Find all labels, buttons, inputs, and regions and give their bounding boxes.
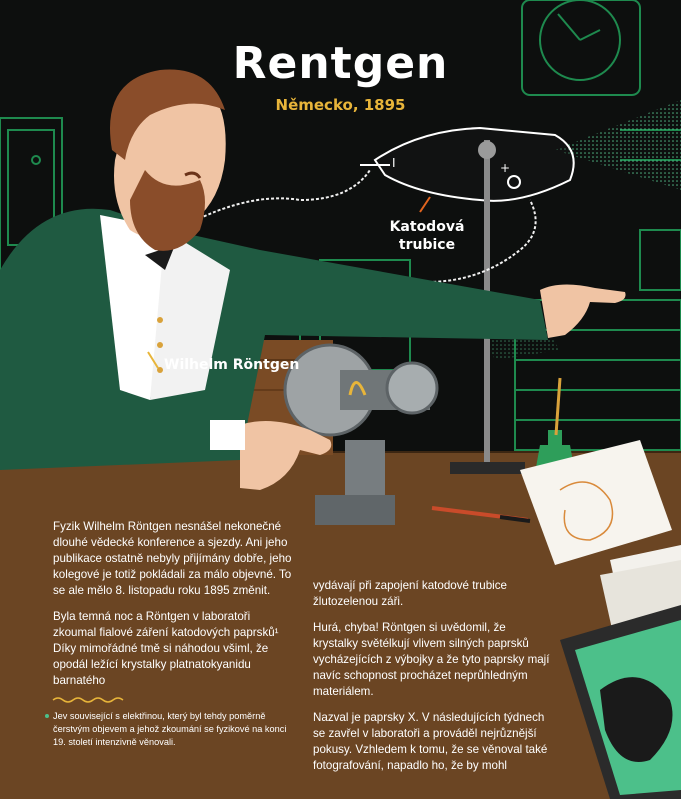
page-subtitle: Německo, 1895 — [275, 96, 406, 114]
footnote-text: Jev související s elektřinou, který byl tehdy poměrně čerstvým objevem a jehož zkoumání se fyzikové na konci 19. století intenzivně věnovali. — [53, 711, 287, 747]
text-column-left — [53, 519, 295, 699]
paragraph: Byla temná noc a Röntgen v laboratoři zkoumal fialové záření katodových paprsků¹ Díky mimořádné tmě si náhodou všiml, že opodál ležící krystalky platnatokyanidu barnatého — [53, 610, 279, 687]
paragraph: Fyzik Wilhelm Röntgen nesnášel nekonečné dlouhé vědecké konference a sjezdy. Ani jeho publikace ostatně nebyly přijímány dobře, jeho kolegové je totiž pokládali za málo objevné. To se ale mělo 8. listopadu roku 1895 změnit. — [53, 520, 292, 597]
paragraph: Nazval je paprsky X. V následujících týdnech se zavřel v laboratoři a prováděl nejrůznější pokusy. Vzhledem k tomu, že se věnoval také fotografování, napadlo ho, že by mohl — [313, 711, 548, 772]
svg-text:+: + — [500, 161, 511, 175]
cathode-tube-label-line2: trubice — [398, 237, 456, 253]
paragraph: vydávají při zapojení katodové trubice žlutozelenou záři. — [313, 579, 507, 608]
person-label: Wilhelm Röntgen — [164, 357, 300, 373]
footnote-bullet-icon — [45, 714, 49, 718]
page-title: Rentgen — [232, 38, 449, 89]
text-column-right — [313, 578, 553, 784]
paragraph: Hurá, chyba! Röntgen si uvědomil, že krystalky světélkují vlivem silných paprsků vycházejících z výbojky a že tyto paprsky mají navíc schopnost procházet neprůhledným materiálem. — [313, 621, 550, 698]
svg-text:I: I — [392, 156, 396, 170]
footnote — [53, 710, 293, 749]
cathode-tube-label — [382, 218, 472, 254]
tube-label-arrow — [420, 197, 430, 212]
cathode-tube-label-line1: Katodová — [389, 219, 465, 235]
cathode-tube — [360, 128, 574, 201]
